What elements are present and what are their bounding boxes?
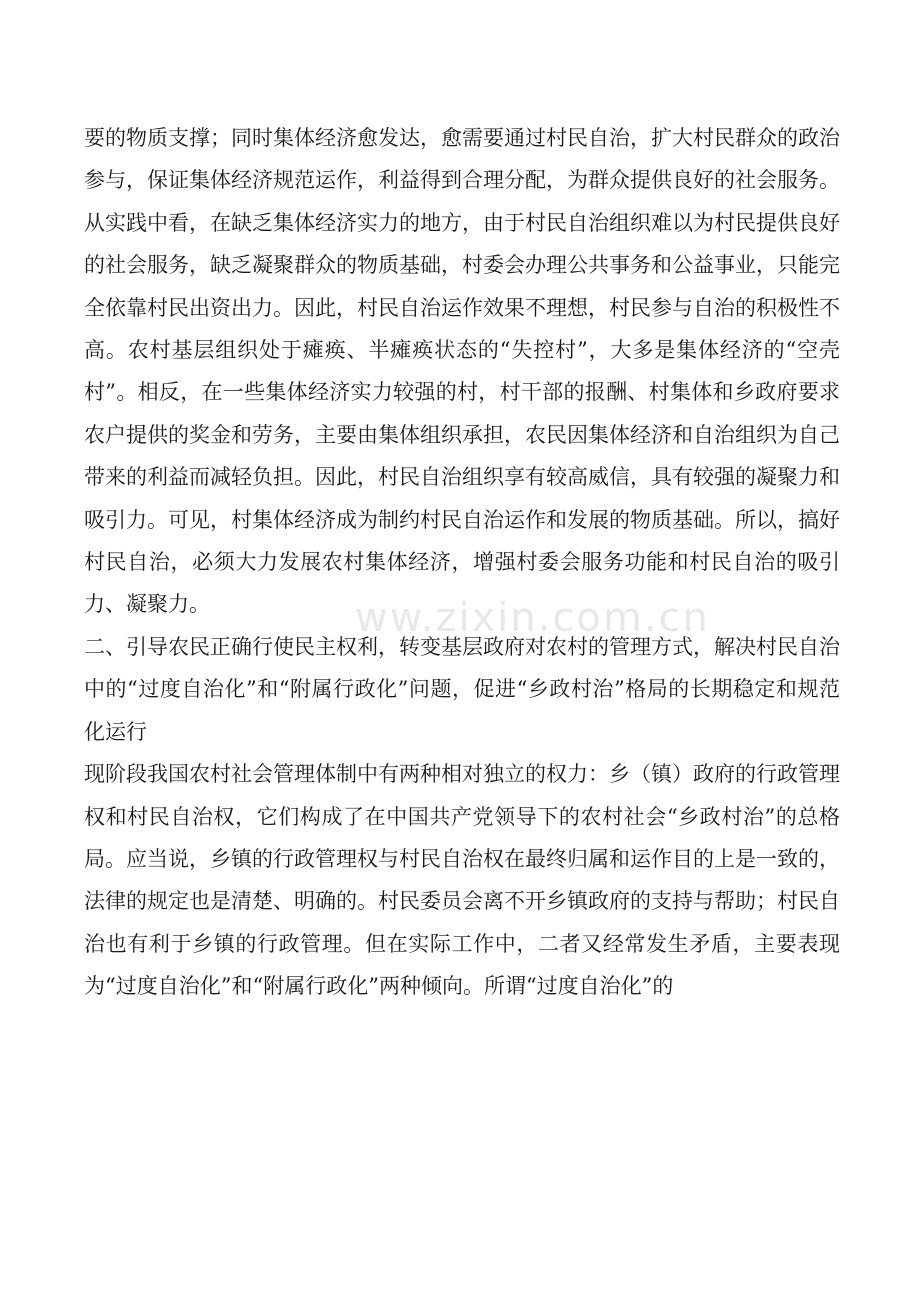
section-heading-two: 二、引导农民正确行使民主权利，转变基层政府对农村的管理方式，解决村民自治中的“过度自治化”和“附属行政化”问题，促进“乡政村治”格局的长期稳定和规范化运行 xyxy=(84,634,840,744)
paragraph-continuation: 要的物质支撑；同时集体经济愈发达，愈需要通过村民自治，扩大村民群众的政治参与，保证集体经济规范运作，利益得到合理分配，为群众提供良好的社会服务。 xyxy=(84,126,840,193)
paragraph-practice: 从实践中看，在缺乏集体经济实力的地方，由于村民自治组织难以为村民提供良好的社会服务，缺乏凝聚群众的物质基础，村委会办理公共事务和公益事业，只能完全依靠村民出资出力。因此，村民自治运作效果不理想，村民参与自治的积极性不高。农村基层组织处于瘫痪、半瘫痪状态的“失控村”，大多是集体经济的“空壳村”。相反，在一些集体经济实力较强的村，村干部的报酬、村集体和乡政府要求农户提供的奖金和劳务，主要由集体组织承担，农民因集体经济和自治组织为自己带来的利益而减轻负担。因此，村民自治组织享有较高威信，具有较强的凝聚力和吸引力。可见，村集体经济成为制约村民自治运作和发展的物质基础。所以，搞好村民自治，必须大力发展农村集体经济，增强村委会服务功能和村民自治的吸引力、凝聚力。 xyxy=(84,210,840,617)
paragraph-current-stage: 现阶段我国农村社会管理体制中有两种相对独立的权力：乡（镇）政府的行政管理权和村民自治权，它们构成了在中国共产党领导下的农村社会“乡政村治”的总格局。应当说，乡镇的行政管理权与村民自治权在最终归属和运作目的上是一致的，法律的规定也是清楚、明确的。村民委员会离不开乡镇政府的支持与帮助；村民自治也有利于乡镇的行政管理。但在实际工作中，二者又经常发生矛盾，主要表现为“过度自治化”和“附属行政化”两种倾向。所谓“过度自治化”的 xyxy=(84,762,840,999)
document-body xyxy=(84,117,840,1008)
watermark: ww.zixin.com.cn xyxy=(355,595,710,641)
